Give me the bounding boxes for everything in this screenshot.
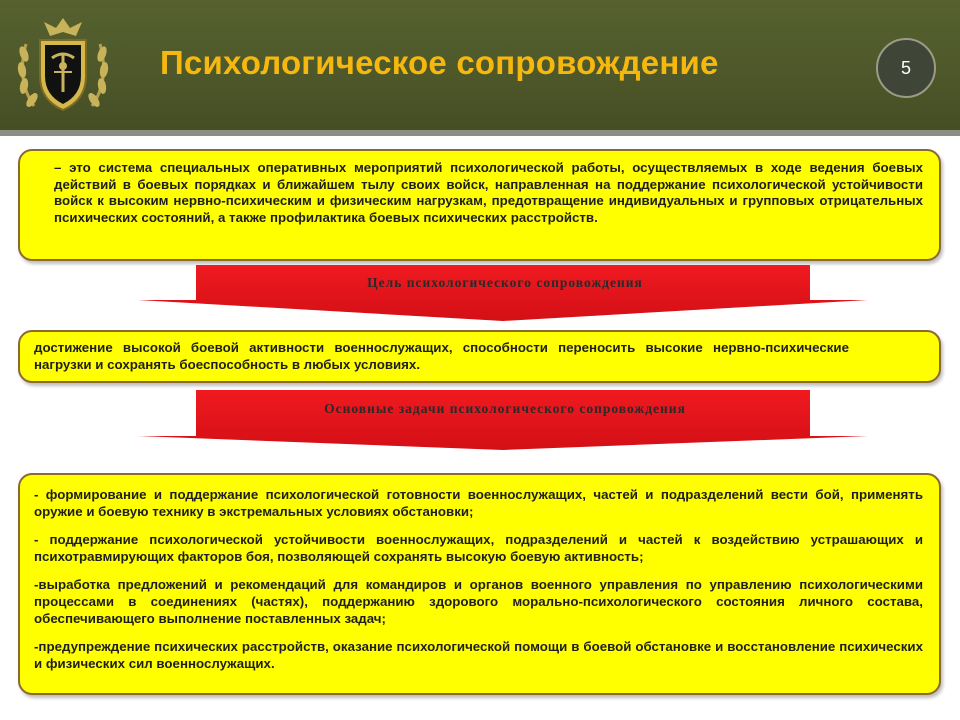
task-item: -предупреждение психических расстройств, оказание психологической помощи в боевой обстановке и восстановление психических и физических сил военнослужащих. <box>34 639 923 671</box>
task-item: - формирование и поддержание психологической готовности военнослужащих, частей и подразделений вести бой, применять оружие и боевую технику в экстремальных условиях обстановки; <box>34 487 923 519</box>
goal-box <box>18 330 941 383</box>
goal-text: достижение высокой боевой активности военнослужащих, способности переносить высокие нервно-психические нагрузки и сохранять боеспособность в любых условиях. <box>34 340 849 372</box>
tasks-arrow <box>138 390 868 450</box>
slide-header <box>0 0 960 130</box>
tasks-heading: Основные задачи психологического сопровождения <box>324 401 686 416</box>
tasks-box <box>18 473 941 695</box>
goal-arrow <box>138 265 868 321</box>
page-number-badge: 5 <box>876 38 936 98</box>
definition-box <box>18 149 941 261</box>
slide-title: Психологическое сопровождение <box>160 44 719 81</box>
task-item: -выработка предложений и рекомендаций для командиров и органов военного управления по управлению психологическими процессами в соединениях (частях), поддержанию здорового морально-психологического состояния личного состава, обеспечивающего выполнение поставленных задач; <box>34 577 923 626</box>
definition-text: – это система специальных оперативных мероприятий психологической работы, осуществляемых в ходе ведения боевых действий в боевых порядках и ближайшем тылу своих войск, направленная на поддержание психологической устойчивости войск к высоким нервно-психическим и физическим нагрузкам, предотвращение индивидуальных и групповых отрицательных психических состояний, а также профилактика боевых психических расстройств. <box>54 160 923 225</box>
task-item: - поддержание психологической устойчивости военнослужащих, подразделений и частей к воздействию устрашающих и психотравмирующих факторов боя, позволяющей сохранять высокую боевую активность; <box>34 532 923 564</box>
goal-heading: Цель психологического сопровождения <box>367 275 643 290</box>
header-divider <box>0 130 960 136</box>
military-emblem-icon <box>12 10 114 122</box>
